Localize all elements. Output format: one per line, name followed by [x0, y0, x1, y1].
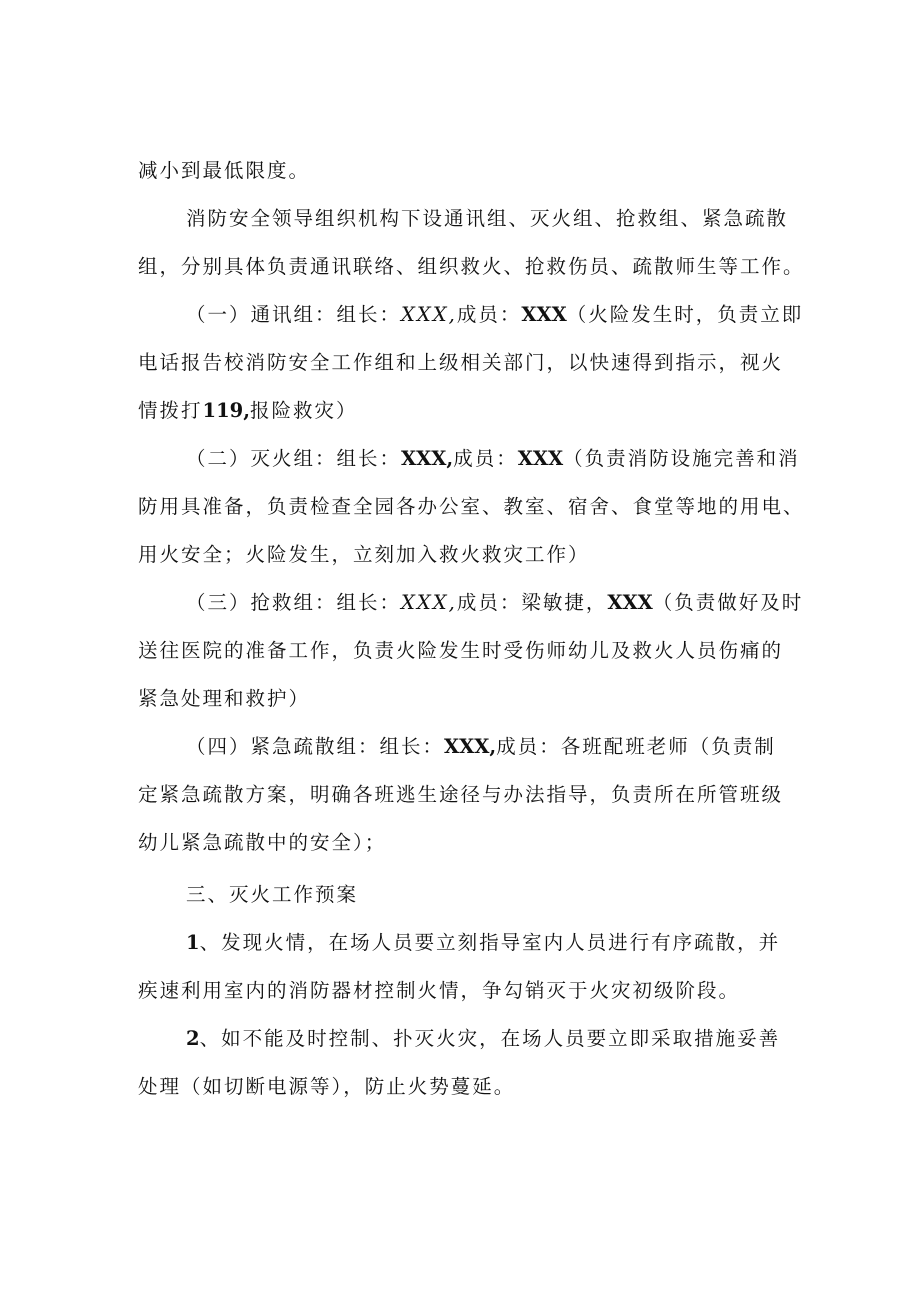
paragraph-line: 处理（如切断电源等），防止火势蔓延。 [138, 1075, 516, 1098]
paragraph-line: 减小到最低限度。 [138, 159, 311, 182]
paragraph-line: （二）灭火组：组长：XXX,成员：XXX（负责消防设施完善和消 [186, 447, 800, 470]
paragraph-line: 用火安全；火险发生，立刻加入救火救灾工作） [138, 543, 590, 566]
paragraph-line: （四）紧急疏散组：组长：XXX,成员：各班配班老师（负责制 [186, 735, 776, 758]
paragraph-line: 定紧急疏散方案，明确各班逃生途径与办法指导，负责所在所管班级 [138, 783, 784, 806]
paragraph-line: 防用具准备，负责检查全园各办公室、教室、宿舍、食堂等地的用电、 [138, 495, 805, 518]
paragraph-line: （三）抢救组：组长：XXX,成员：梁敏捷，XXX（负责做好及时 [186, 591, 804, 614]
paragraph-line: 1、发现火情，在场人员要立刻指导室内人员进行有序疏散，并 [186, 931, 781, 954]
paragraph-line: 幼儿紧急疏散中的安全）； [138, 831, 387, 854]
paragraph-line: 紧急处理和救护） [138, 687, 311, 710]
paragraph-line: 组，分别具体负责通讯联络、组织救火、抢救伤员、疏散师生等工作。 [138, 255, 805, 278]
paragraph-line: 疾速利用室内的消防器材控制火情，争勾销灭于火灾初级阶段。 [138, 979, 741, 1002]
paragraph-line: 送往医院的准备工作，负责火险发生时受伤师幼儿及救火人员伤痛的 [138, 639, 784, 662]
paragraph-line: 消防安全领导组织机构下设通讯组、灭火组、抢救组、紧急疏散 [186, 207, 789, 230]
paragraph-line: 2、如不能及时控制、扑灭火灾，在场人员要立即采取措施妥善 [186, 1027, 781, 1050]
paragraph-line: 情拨打119,报险救灾） [138, 399, 358, 422]
paragraph-line: 电话报告校消防安全工作组和上级相关部门，以快速得到指示，视火 [138, 351, 784, 374]
paragraph-line: （一）通讯组：组长：XXX,成员：XXX（火险发生时，负责立即 [186, 303, 804, 326]
section-heading: 三、灭火工作预案 [186, 883, 359, 906]
